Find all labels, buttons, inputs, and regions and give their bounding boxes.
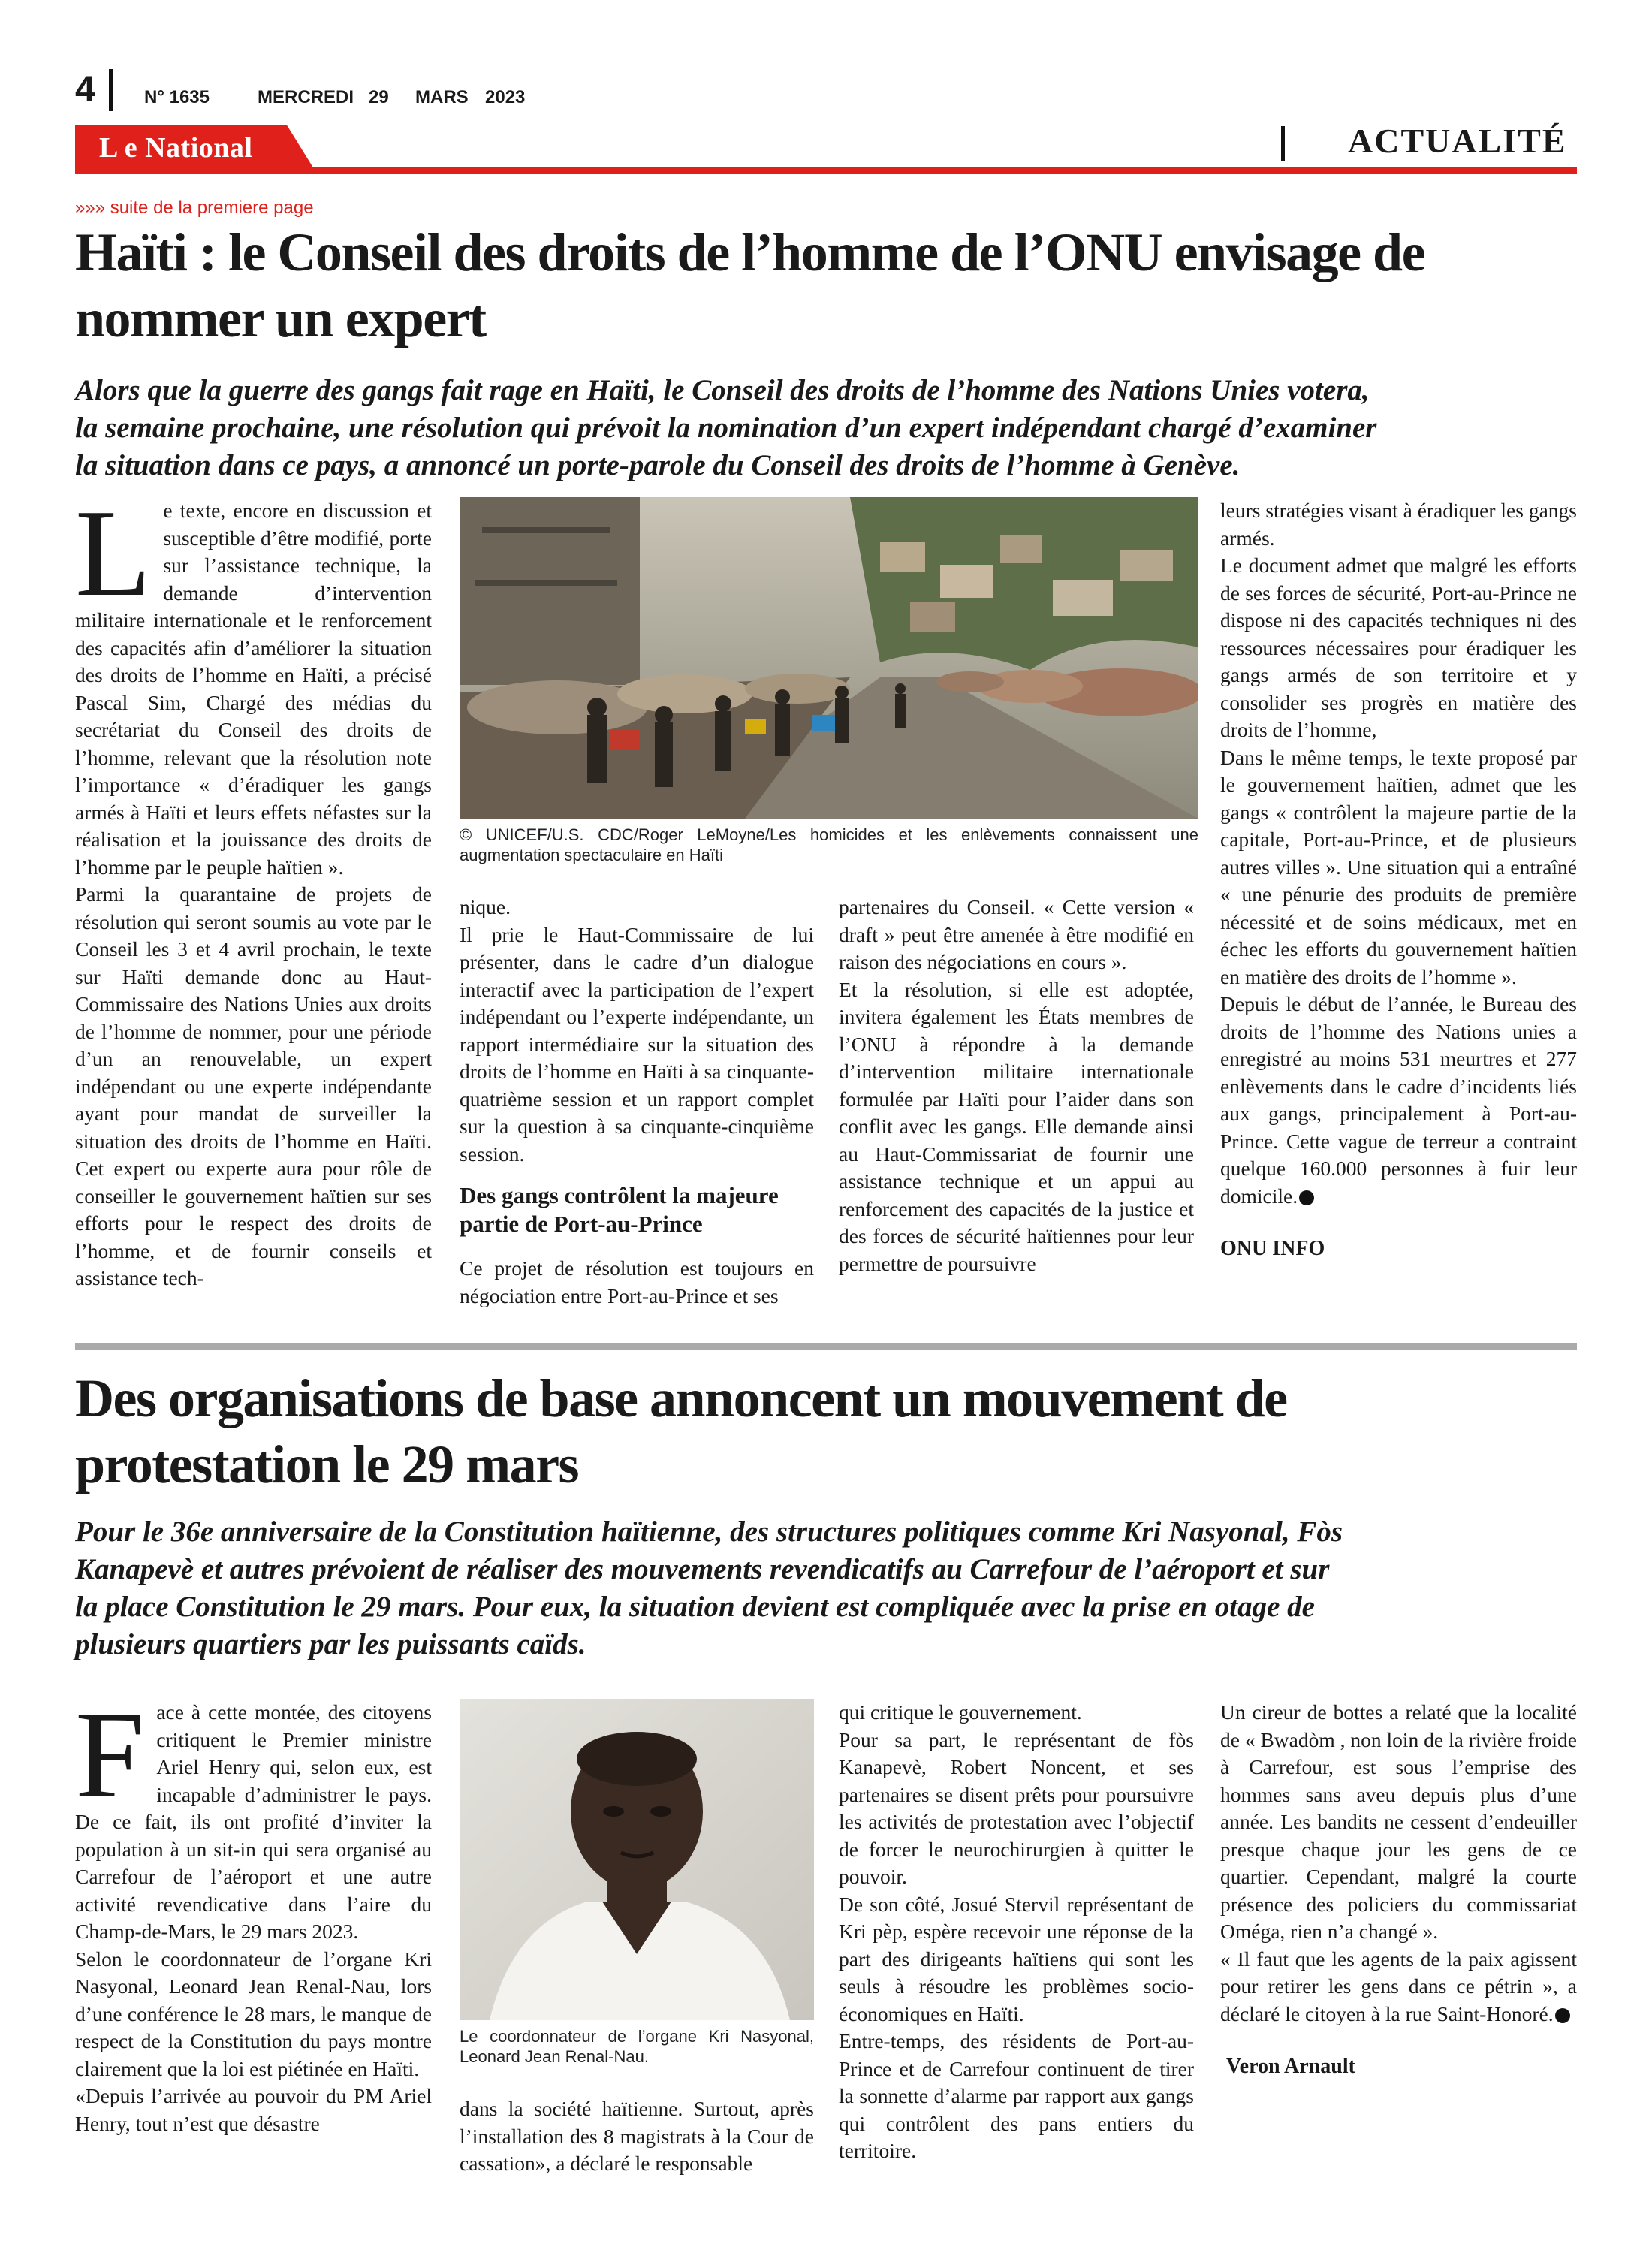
article2-standfirst-line4: plusieurs quartiers par les puissants caïds. [75,1628,586,1660]
article2-paragraph: qui critique le gouvernement. [839,1700,1082,1724]
header-rule [75,167,1577,174]
article2-paragraph: Selon le coordonnateur de l’organe Kri Nasyonal, Leonard Jean Renal-Nau, lors d’une conférence le 28 mars, le manque de respect de la Constitution du pays montre clairement que la loi est piétinée en Haïti. [75,1947,432,2080]
date-weekday: MERCREDI [258,87,354,107]
section-divider [1281,126,1285,161]
article-separator [75,1343,1577,1350]
article2-paragraph: Entre-temps, des résidents de Port-au-Prince et de Carrefour continuent de tirer la sonnette d’alarme par rapport aux gangs qui contrôlent des pans entiers du territoire. [839,2029,1194,2162]
article1-headline-line2: nommer un expert [75,288,486,348]
article2-headline [75,1365,1577,1497]
article2-standfirst-line3: la place Constitution le 29 mars. Pour eux, la situation devient est compliquée avec la prise en otage de [75,1591,1315,1623]
article1-standfirst [75,372,1584,484]
article2-paragraph: De son côté, Josué Stervil représentant de Kri pèp, espère recevoir une réponse de la part des dirigeants haïtiens qui sont les seuls à résoudre les problèmes socio-économiques en Haïti. [839,1892,1194,2025]
article1-paragraph: partenaires du Conseil. « Cette version « draft » peut être amenée à être modifié en raison des négociations en cours ». [839,895,1194,973]
article1-photo-market-street [460,497,1198,819]
article1-standfirst-line1: Alors que la guerre des gangs fait rage en Haïti, le Conseil des droits de l’homme des Nations Unies votera, [75,374,1370,406]
article1-photo-caption: © UNICEF/U.S. CDC/Roger LeMoyne/Les homicides et les enlèvements connaissent une augmentation spectaculaire en Haïti [460,825,1198,864]
article1-headline [75,219,1577,351]
article2-paragraph: Un cireur de bottes a relaté que la localité de « Bwadòm , non loin de la rivière froide à Carrefour, est sous l’emprise des hommes sans aveu depuis plus d’une année. Les bandits ne cessent d’endeuiller presque chaque jour les gens de ce quartier. Cependant, malgré la courte présence des policiers du commissariat Oméga, rien n’a changé ». [1220,1700,1578,1943]
article1-column-4 [1220,497,1577,1262]
section-title: ACTUALITÉ [1348,122,1567,160]
article2-column-1 [75,1685,432,2137]
continued-from-label: »»» suite de la premiere page [75,198,314,218]
article2-headline-line1: Des organisations de base annoncent un mouvement de [75,1368,1287,1428]
article1-paragraph: Ce projet de résolution est toujours en négociation entre Port-au-Prince et ses [460,1256,814,1307]
article2-paragraph [1220,1946,1577,2028]
brand-logo-text: L e National [99,132,253,164]
article2-standfirst-line1: Pour le 36e anniversaire de la Constitution haïtienne, des structures politiques comme Kri Nasyonal, Fòs [75,1516,1343,1548]
article2-column-3 [839,1699,1194,2165]
article1-dropcap: L [75,484,152,622]
article1-signature: ONU INFO [1220,1237,1325,1260]
article1-paragraph: e texte, encore en discussion et susceptible d’être modifié, porte sur l’assistance technique, la demande d’intervention militaire internationale et le renforcement des capacités afin d’améliorer la situation des droits de l’homme en Haïti, a précisé Pascal Sim, Chargé des médias du secrétariat du Conseil des droits de l’homme, relevant que la résolution note l’importance « d’éradiquer les gangs armés à Haïti et leurs effets néfastes sur la réalisation et la jouissance des droits de l’homme par le peuple haïtien ». [75,499,432,879]
article2-signature: Veron Arnault [1226,2055,1355,2078]
article2-headline-line2: protestation le 29 mars [75,1434,579,1494]
article1-standfirst-line3: la situation dans ce pays, a annoncé un porte-parole du Conseil des droits de l’homme à Genève. [75,449,1241,481]
date-year: 2023 [485,87,526,107]
article1-paragraph: Parmi la quarantaine de projets de résolution qui seront soumis au vote par le Conseil les 3 et 4 avril prochain, le texte sur Haïti demande donc au Haut-Commissaire des Nations Unies aux droits de l’homme de nommer, pour une période d’un an renouvelable, un expert indépendant ou une experte indépendante ayant pour mandat de surveiller la situation des droits de l’homme en Haïti. Cet expert ou experte aura pour rôle de conseiller le gouvernement haïtien sur ses efforts pour le respect des droits de l’homme, et de fournir conseils et assistance tech- [75,882,432,1289]
article2-standfirst-line2: Kanapevè et autres prévoient de réaliser des mouvements revendicatifs au Carrefour de l’aéroport et sur [75,1553,1330,1585]
article2-paragraph: dans la société haïtienne. Surtout, après l’installation des 8 magistrats à la Cour de cassation», a déclaré le responsable [460,2097,814,2175]
date-month: MARS [415,87,469,107]
article1-column-3 [839,894,1194,1277]
article1-paragraph: leurs stratégies visant à éradiquer les gangs armés. [1220,499,1577,550]
page-number: 4 [75,70,95,110]
article1-paragraph: Il prie le Haut-Commissaire de lui présenter, dans le cadre d’un dialogue interactif avec la participation de l’expert indépendant ou l’experte indépendante, un rapport intermédiaire sur la situation des droits de l’homme en Haïti à sa cinquante-quatrième session et un rapport complet sur la question à sa cinquante-cinquième session. [460,922,814,1166]
article2-last-paragraph-text: « Il faut que les agents de la paix agissent pour retirer les gens dans ce pétrin », a déclaré le citoyen à la rue Saint-Honoré. [1220,1947,1577,2025]
article1-paragraph: nique. [460,895,511,918]
article2-standfirst [75,1513,1584,1663]
article1-paragraph: Le document admet que malgré les efforts de ses forces de sécurité, Port-au-Prince ne dispose ni des capacités techniques ni des ressources nécessaires pour éradiquer les gangs armés de son territoire et y consolider ses progrès en matière des droits de l’homme, [1220,553,1577,741]
article1-paragraph [1220,991,1577,1210]
article2-dropcap: F [75,1685,145,1823]
end-of-article-icon [1299,1190,1314,1205]
date-day: 29 [369,87,389,107]
article2-paragraph: ace à cette montée, des citoyens critiquent le Premier ministre Ariel Henry qui, selon eux, est incapable d’administrer le pays. De ce fait, ils ont profité d’inviter la population à un sit-in qui sera organisé au Carrefour de l’aéroport et une autre activité revendicative dans l’aire du Champ-de-Mars, le 29 mars 2023. [75,1700,432,1943]
article1-last-paragraph-text: Depuis le début de l’année, le Bureau des droits de l’homme des Nations unies a enregistré au moins 531 meurtres et 277 enlèvements dans le cadre d’incidents liés aux gangs, principalement à Port-au-Prince. Cette vague de terreur a contraint quelque 160.000 personnes à fuir leur domicile. [1220,992,1577,1208]
article2-paragraph: Pour sa part, le représentant de fòs Kanapevè, Robert Noncent, et ses partenaires se disent prêts pour poursuivre les activités de protestation avec l’objectif de forcer le neurochirurgien à quitter le pouvoir. [839,1727,1194,1888]
issue-number: N° 1635 [144,87,210,107]
article1-column-2 [460,894,814,1310]
end-of-article-icon [1555,2008,1570,2023]
page-number-divider [109,69,113,111]
article2-photo-portrait [460,1699,814,2020]
article1-paragraph: Et la résolution, si elle est adoptée, invitera également les États membres de l’ONU à répondre à la demande d’intervention militaire internationale formulée par Haïti pour l’aider dans son conflit avec les gangs. Elle demande ainsi au Haut-Commissariat de fournir une assistance technique et un appui au renforcement des capacités de la justice et des forces de sécurité haïtiennes pour leur permettre de poursuivre [839,977,1194,1275]
article1-standfirst-line2: la semaine prochaine, une résolution qui prévoit la nomination d’un expert indépendant chargé d’examiner [75,412,1377,444]
article1-paragraph: Dans le même temps, le texte proposé par le gouvernement haïtien, admet que les gangs « contrôlent la majeure partie de la capitale, Port-au-Prince, et de plusieurs autres villes ». Une situation qui a entraîné « une pénurie des produits de première nécessité et de soins médicaux, met en échec les efforts du gouvernement haïtien en matière des droits de l’homme ». [1220,745,1577,988]
article2-photo-caption: Le coordonnateur de l’organe Kri Nasyonal, Leonard Jean Renal-Nau. [460,2027,814,2066]
market-street-illustration [460,497,1198,819]
article1-subheading: Des gangs contrôlent la majeure partie de Port-au-Prince [460,1182,779,1237]
article2-column-2 [460,2095,814,2178]
article1-headline-line1: Haïti : le Conseil des droits de l’homme de l’ONU envisage de [75,222,1425,282]
article1-column-1 [75,484,432,1292]
portrait-illustration [460,1699,814,2020]
article2-column-4 [1220,1699,1577,2080]
article2-paragraph: «Depuis l’arrivée au pouvoir du PM Ariel Henry, tout n’est que désastre [75,2084,432,2135]
